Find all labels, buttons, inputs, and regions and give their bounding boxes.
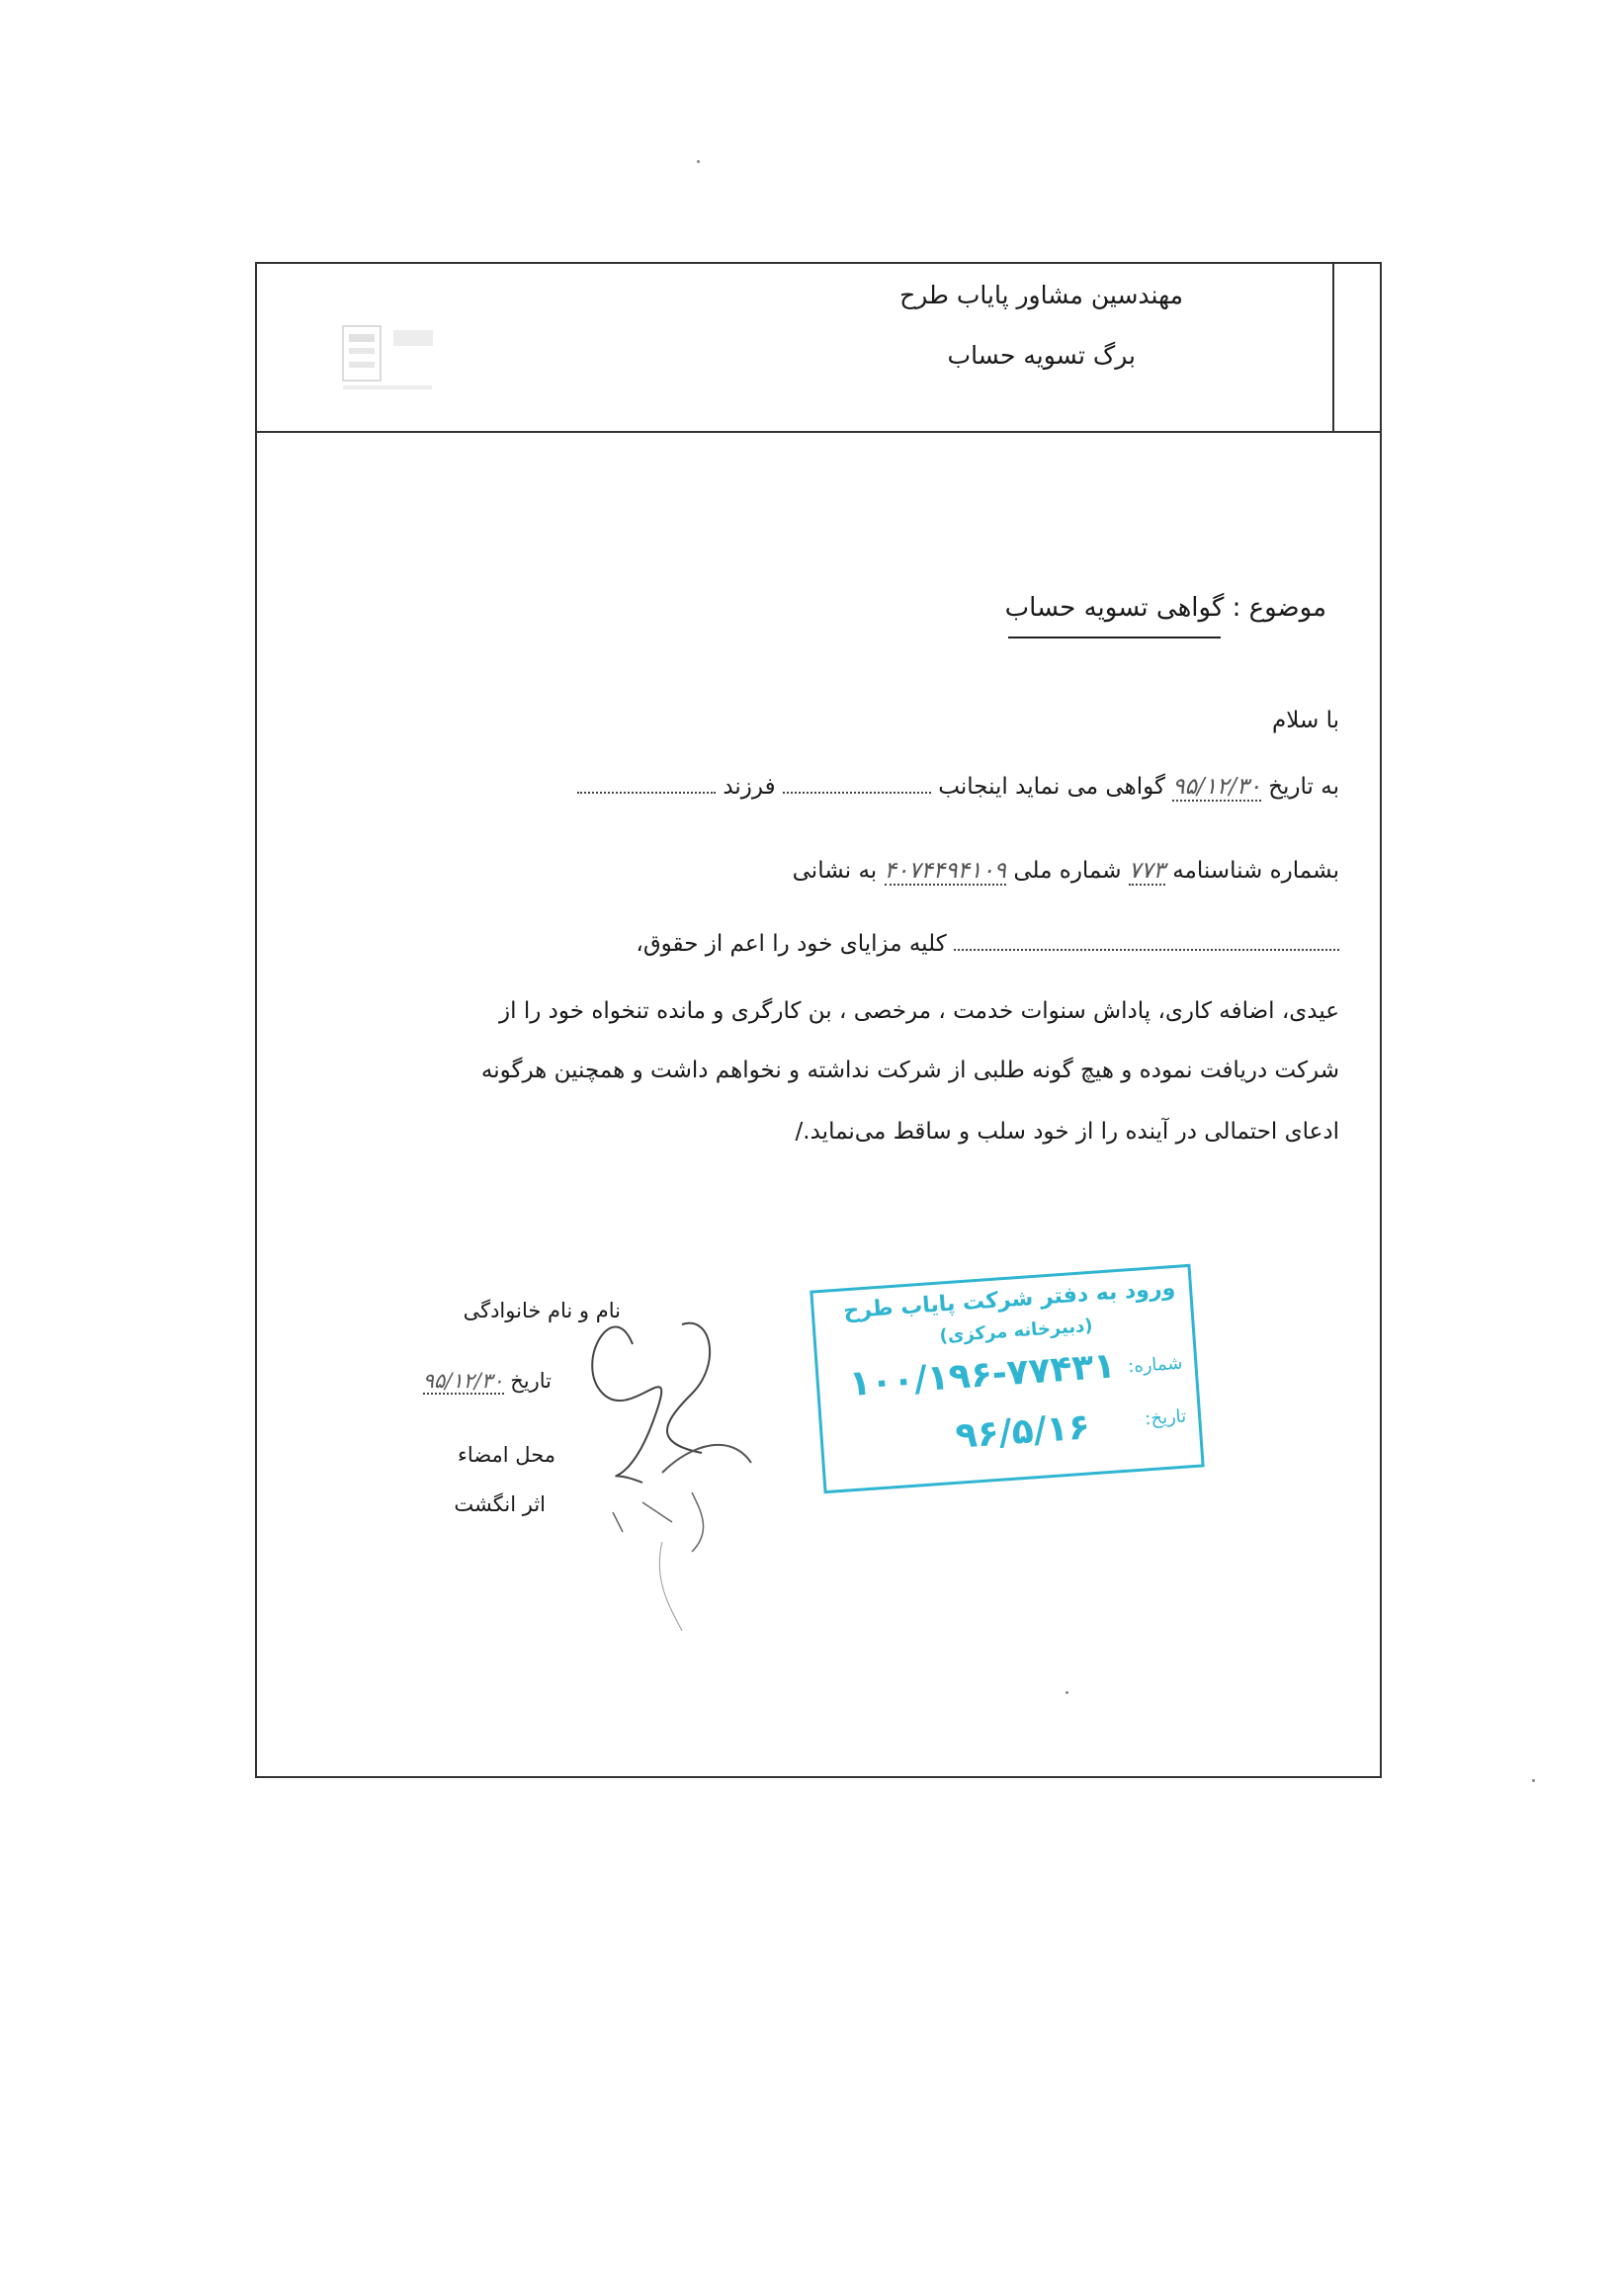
stamp-number: ۱۰۰/۱۹۶-۷۷۴۳۱ [847,1345,1117,1405]
address-blank [954,949,1339,951]
line2-prefix: بشماره شناسنامه [1172,858,1339,884]
line1-prefix: به تاریخ [1268,774,1339,800]
scan-speck [1065,1691,1068,1694]
header-right-divider [1332,262,1334,432]
scan-speck [697,160,700,163]
body-line-5: شرکت دریافت نموده و هیچ گونه طلبی از شرکت نداشته و نخواهم داشت و همچنین هرگونه [480,1058,1339,1083]
body-line-4: عیدی، اضافه کاری، پاداش سنوات خدمت ، مرخصی ، بن کارگری و مانده تنخواه خود را از [499,998,1339,1024]
stamp-number-label: شماره: [1127,1352,1184,1378]
handwritten-signature [554,1285,771,1641]
line2-suffix: به نشانی [792,858,878,884]
subject-line: موضوع : گواهی تسویه حساب [1004,593,1326,623]
line2-id: ۷۷۳ [1128,858,1165,884]
body-line-6: ادعای احتمالی در آینده را از خود سلب و ساقط می‌نماید./ [795,1119,1339,1145]
form-title: برگ تسویه حساب [947,341,1136,370]
subject-underline [1008,637,1221,638]
name-label: نام و نام خانوادگی [463,1299,621,1322]
date-value: ۹۵/۱۲/۳۰ [422,1369,504,1393]
fingerprint-label: اثر انگشت [454,1492,546,1516]
stamp-date-label: تاریخ: [1144,1405,1187,1430]
line2-mid: شماره ملی [1013,858,1122,884]
line1-child-of: فرزند [723,774,776,800]
body-line-3 [636,931,1339,957]
scan-speck [1532,1779,1535,1782]
company-name: مهندسین مشاور پایاب طرح [899,281,1183,309]
registration-stamp [810,1264,1204,1493]
line1-date: ۹۵/۱۲/۳۰ [1172,774,1261,800]
company-logo [339,318,438,397]
father-name-blank [577,792,716,794]
name-blank [783,792,931,794]
stamp-title: ورود به دفتر شرکت پایاب طرح [842,1275,1176,1324]
sign-label: محل امضاء [458,1443,555,1467]
line3-suffix: کلیه مزایای خود را اعم از حقوق، [636,931,947,957]
stamp-subtitle: (دبیرخانه مرکزی) [938,1315,1094,1347]
line1-mid: گواهی می نماید اینجانب [938,774,1165,800]
line2-national-id: ۴۰۷۴۴۹۴۱۰۹ [884,858,1007,884]
greeting: با سلام [1272,708,1339,733]
header-divider [255,431,1380,433]
body-line-1 [577,774,1339,802]
body-line-2 [793,858,1339,886]
stamp-date: ۹۶/۵/۱۶ [954,1406,1092,1457]
date-label-row [423,1369,552,1395]
date-label: تاریخ [510,1369,552,1393]
